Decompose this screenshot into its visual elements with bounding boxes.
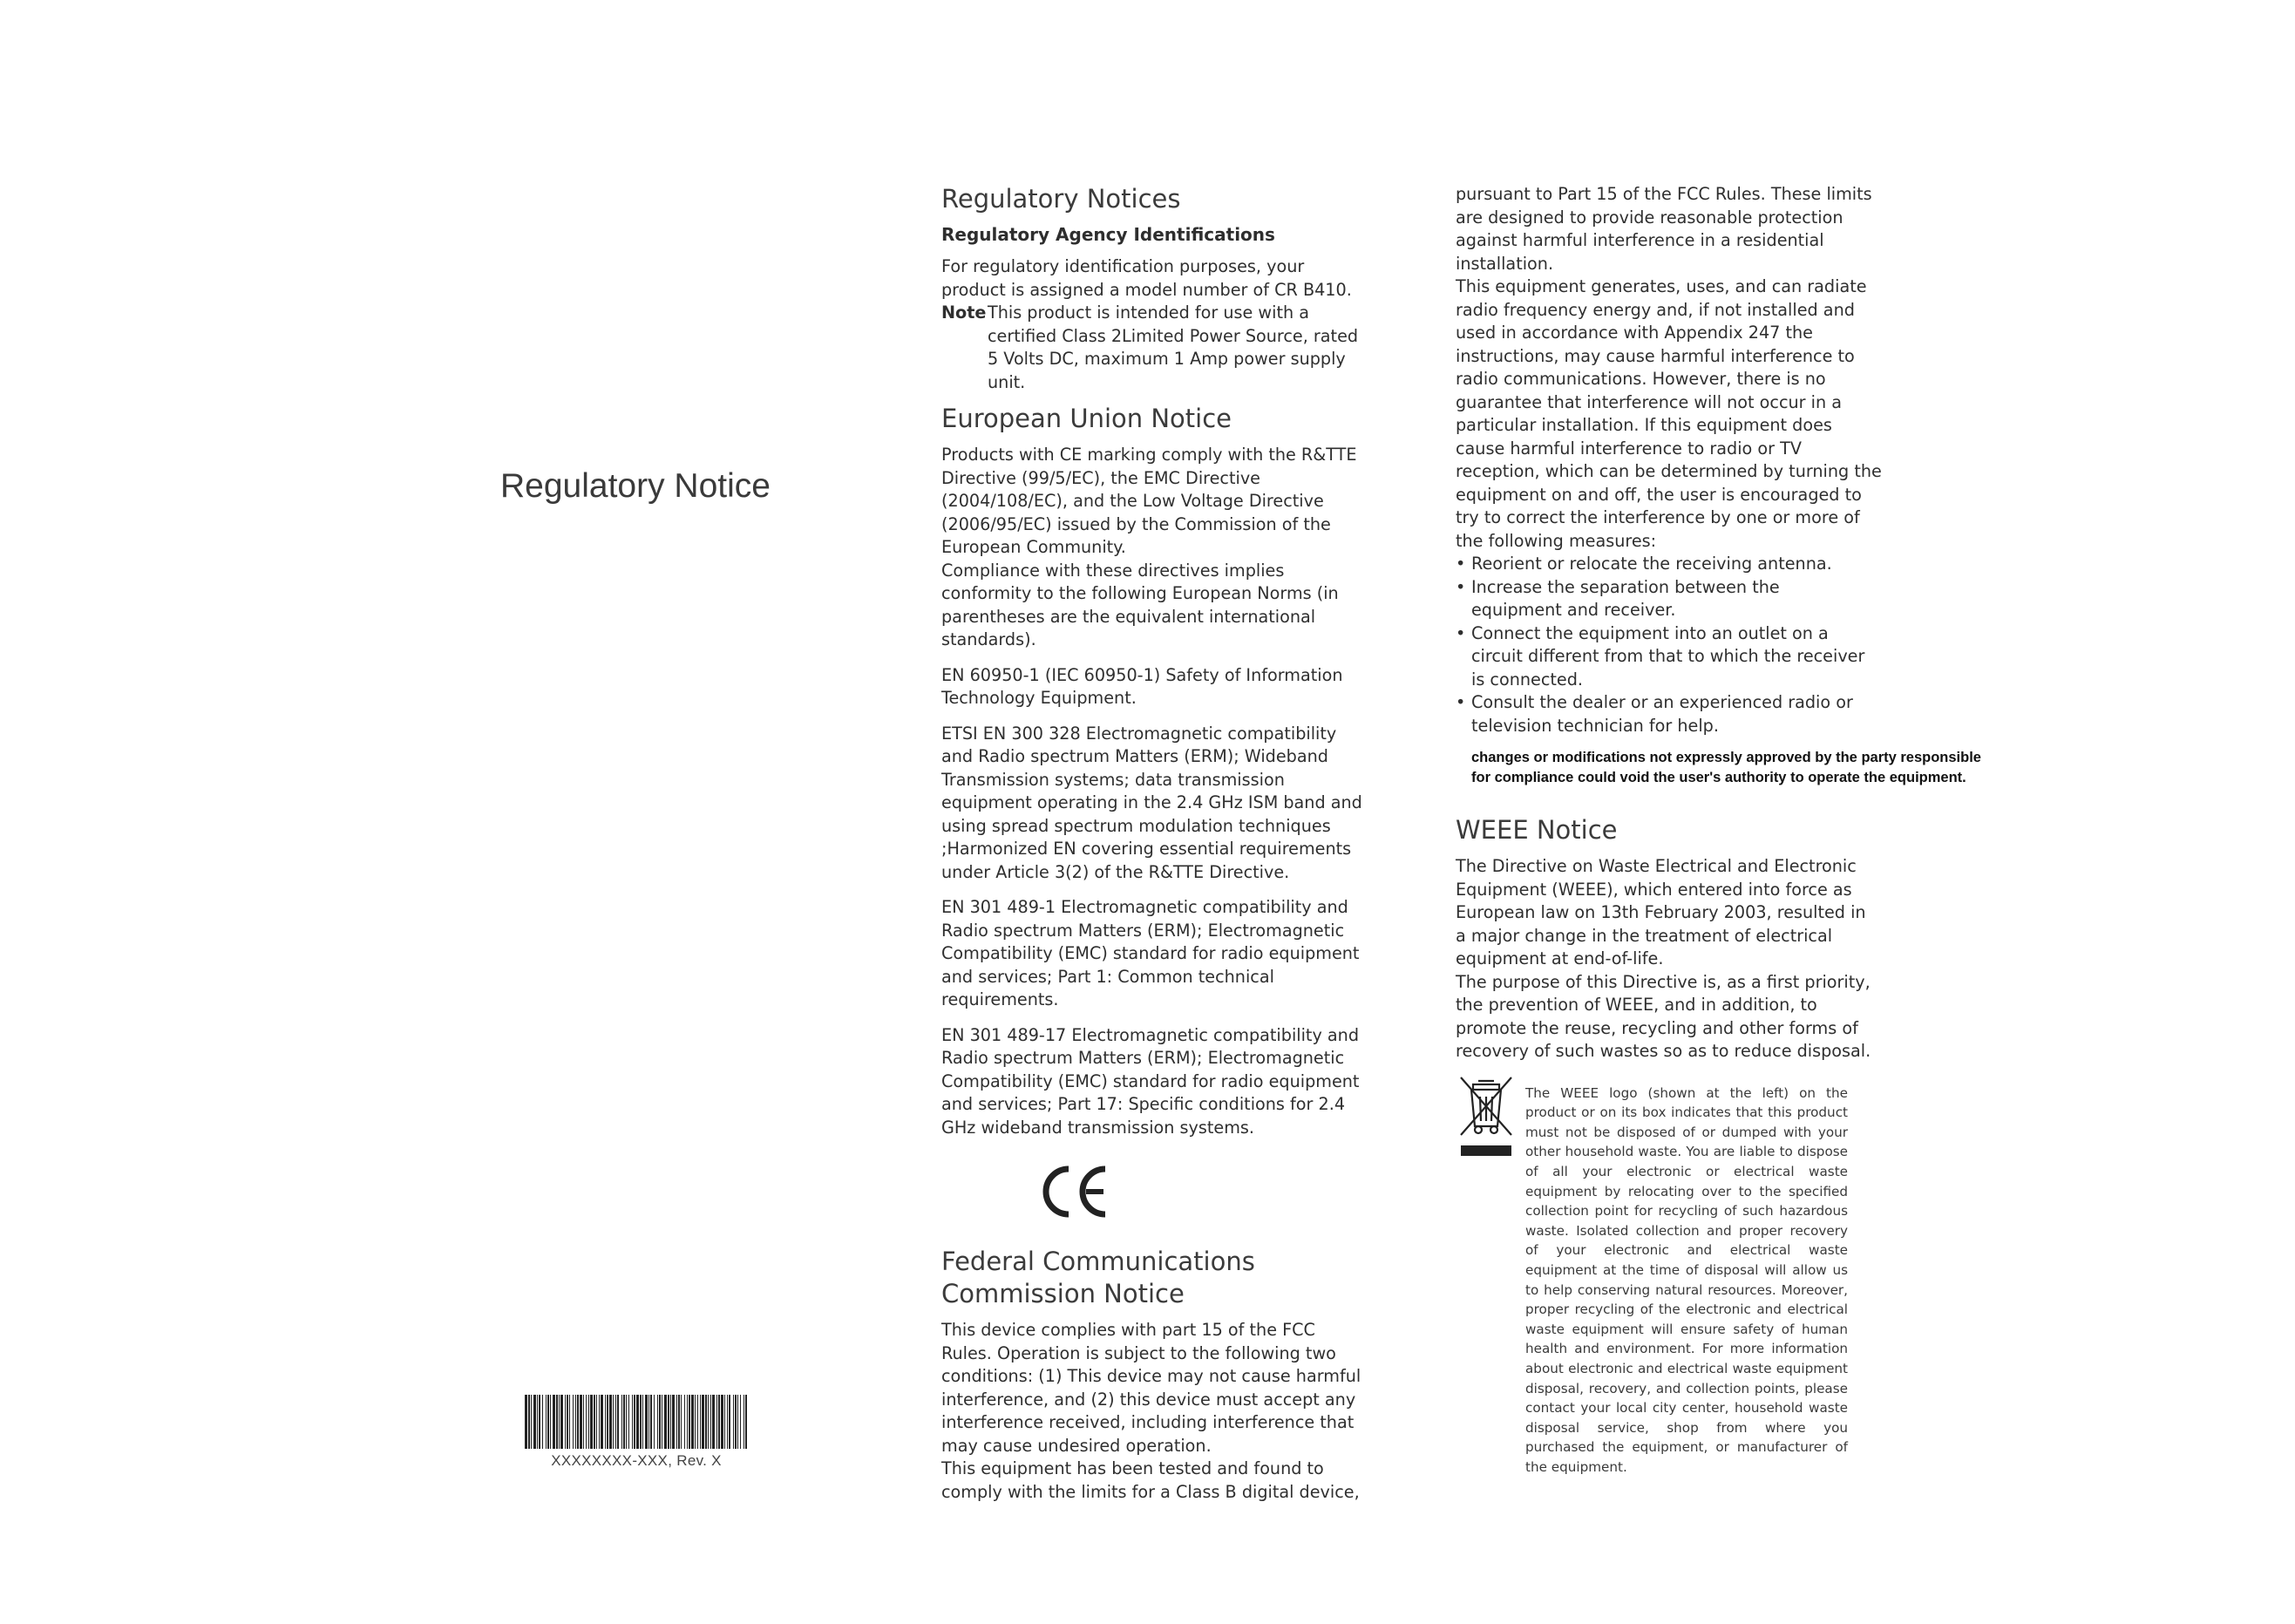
weee-logo-text: The WEEE logo (shown at the left) on the product or on its box indicates that this product must not be disposed of or dumped with your other household waste. You are liable to dispose of all your electronic or electrical waste equipment by relocating over to the specified collection point for recycling of such hazardous waste. Isolated collection and proper recovery of your electronic and electrical waste equipment at the time of disposal will allow us to help conserving natural resources. Moreover, proper recycling of the electronic and electrical waste equipment will ensure safety of human health and environment. For more information about electronic and electrical waste equipment disposal, recovery, and collection points, please contact your local city center, household waste disposal service, shop from where you purchased the equipment, or manufacturer of the equipment. — [1525, 1084, 1848, 1475]
barcode-bar — [687, 1395, 688, 1449]
barcode-bar — [556, 1395, 558, 1449]
barcode-bar — [645, 1395, 648, 1449]
barcode-bar — [697, 1395, 698, 1449]
barcode-bar — [525, 1395, 527, 1449]
barcode-bar — [632, 1395, 633, 1449]
barcode-bar — [569, 1395, 570, 1449]
barcode-bar — [737, 1395, 738, 1449]
list-item: • Reorient or relocate the receiving antenna. — [1456, 553, 1874, 576]
eu-norm-3: EN 301 489-1 Electromagnetic compatibility and Radio spectrum Matters (ERM); Electromagnetic Compatibility (EMC) standard for radio equipment and services; Part 1: Common technical requirements. — [941, 897, 1360, 1009]
barcode-bar — [745, 1395, 747, 1449]
barcode-bar — [712, 1395, 715, 1449]
barcode-bar — [539, 1395, 540, 1449]
barcode-bar — [580, 1395, 582, 1449]
barcode-bar — [533, 1395, 536, 1449]
barcode-bar — [623, 1395, 625, 1449]
barcode-bar — [601, 1395, 603, 1449]
note-label: Note — [941, 302, 987, 323]
agency-id-subheading: Regulatory Agency Identifications — [941, 224, 1275, 245]
eu-paragraph-1: Products with CE marking comply with the R&TTE Directive (99/5/EC), the EMC Directive (2004/108/EC), and the Low Voltage Directive (2006/95/EC) issued by the Commission of the European Community. — [941, 445, 1357, 557]
barcode-bar — [664, 1395, 667, 1449]
barcode-bar — [615, 1395, 616, 1449]
ce-mark-icon — [1037, 1164, 1368, 1223]
eu-norm-1: EN 60950-1 (IEC 60950-1) Safety of Information Technology Equipment. — [941, 664, 1343, 708]
barcode-bar — [676, 1395, 677, 1449]
barcode-bar — [594, 1395, 595, 1449]
barcode-bar — [689, 1395, 690, 1449]
barcode-bar — [681, 1395, 682, 1449]
barcode-bar — [650, 1395, 652, 1449]
barcode-bar — [716, 1395, 717, 1449]
barcode-bar — [668, 1395, 669, 1449]
barcode-bar — [670, 1395, 671, 1449]
barcode-bar — [586, 1395, 587, 1449]
barcode-bar — [575, 1395, 576, 1449]
barcode-bar — [657, 1395, 658, 1449]
barcode-bar — [659, 1395, 661, 1449]
weee-bin-icon — [1456, 1070, 1518, 1491]
barcode-bar — [605, 1395, 606, 1449]
barcode-bar — [684, 1395, 685, 1449]
barcode-bar — [550, 1395, 551, 1449]
barcode-bar — [654, 1395, 655, 1449]
eu-norm-2: ETSI EN 300 328 Electromagnetic compatibility and Radio spectrum Matters (ERM); Wideband Transmission systems; data transmission equipment operating in the 2.4 GHz ISM band and using spread spectrum modulation techniques ;Harmonized EN covering essential requirements under Article 3(2) of the R&TTE Directive. — [941, 723, 1362, 882]
weee-paragraph-1: The Directive on Waste Electrical and Electronic Equipment (WEEE), which entered into force as European law on 13th February 2003, resulted in a major change in the treatment of electrical equipment at end-of-life. — [1456, 856, 1866, 968]
barcode-bar — [567, 1395, 568, 1449]
middle-column — [941, 183, 1368, 1504]
barcode-text: XXXXXXXX-XXX, Rev. X — [551, 1452, 722, 1469]
barcode-bar — [691, 1395, 694, 1449]
barcode-bar — [695, 1395, 696, 1449]
right-column — [1456, 183, 1981, 1491]
weee-logo-block — [1456, 1070, 1909, 1491]
barcode-bar — [626, 1395, 627, 1449]
barcode-bar — [708, 1395, 709, 1449]
barcode-bar — [700, 1395, 701, 1449]
list-item: • Connect the equipment into an outlet on a circuit different from that to which the receiver is connected. — [1456, 622, 1874, 692]
agency-id-intro: For regulatory identification purposes, your product is assigned a model number of CR B410. — [941, 256, 1352, 300]
fcc-paragraph-1: This device complies with part 15 of the FCC Rules. Operation is subject to the following two conditions: (1) This device may not cause harmful interference, and (2) this device must accept any interference received, including interference that may cause undesired operation. — [941, 1320, 1361, 1456]
note-row — [941, 302, 1368, 394]
barcode-bar — [583, 1395, 584, 1449]
barcode-bar — [729, 1395, 730, 1449]
barcode-icon — [523, 1395, 750, 1451]
barcode-block — [523, 1395, 750, 1470]
barcode-bar — [559, 1395, 560, 1449]
eu-norm-4: EN 301 489-17 Electromagnetic compatibility and Radio spectrum Matters (ERM); Electromagnetic Compatibility (EMC) standard for radio equipment and services; Part 17: Specific conditions for 2.4 GHz wideband transmission systems. — [941, 1024, 1360, 1138]
barcode-bar — [642, 1395, 643, 1449]
barcode-bar — [705, 1395, 707, 1449]
fcc-warning — [1471, 748, 2029, 788]
list-item: • Consult the dealer or an experienced radio or television technician for help. — [1456, 691, 1874, 737]
barcode-bar — [718, 1395, 720, 1449]
barcode-bar — [588, 1395, 589, 1449]
barcode-bar — [640, 1395, 642, 1449]
barcode-bar — [636, 1395, 639, 1449]
barcode-bar — [553, 1395, 555, 1449]
regulatory-heading: Regulatory Notices — [941, 184, 1181, 214]
list-item: • Increase the separation between the equipment and receiver. — [1456, 576, 1874, 622]
barcode-bar — [672, 1395, 675, 1449]
barcode-bar — [607, 1395, 608, 1449]
barcode-bar — [560, 1395, 563, 1449]
barcode-bar — [735, 1395, 737, 1449]
barcode-bar — [648, 1395, 649, 1449]
barcode-bar — [577, 1395, 579, 1449]
barcode-bar — [565, 1395, 566, 1449]
fcc-heading: Federal Communications Commission Notice — [941, 1247, 1255, 1308]
barcode-bar — [596, 1395, 597, 1449]
barcode-bar — [740, 1395, 741, 1449]
fcc-paragraph-3: pursuant to Part 15 of the FCC Rules. These limits are designed to provide reasonable protection against harmful interference in a residential installation. — [1456, 184, 1872, 274]
barcode-bar — [537, 1395, 538, 1449]
barcode-bar — [531, 1395, 532, 1449]
barcode-bar — [528, 1395, 530, 1449]
barcode-bar — [678, 1395, 680, 1449]
cover-title: Regulatory Notice — [500, 467, 771, 505]
fcc-warning-line-2: for compliance could void the user's authority to operate the equipment. — [1471, 770, 1966, 785]
note-text: This product is intended for use with a certified Class 2Limited Power Source, rated 5 Volts DC, maximum 1 Amp power supply unit. — [988, 302, 1359, 392]
barcode-bar — [634, 1395, 635, 1449]
barcode-bar — [590, 1395, 593, 1449]
barcode-bar — [743, 1395, 744, 1449]
barcode-bar — [710, 1395, 711, 1449]
barcode-bar — [721, 1395, 723, 1449]
barcode-bar — [599, 1395, 600, 1449]
eu-paragraph-2: Compliance with these directives implies conformity to the following European Norms (in parentheses are the equivalent international standards). — [941, 560, 1339, 649]
weee-heading: WEEE Notice — [1456, 815, 1618, 845]
barcode-bar — [617, 1395, 619, 1449]
barcode-bar — [628, 1395, 629, 1449]
fcc-paragraph-4: This equipment generates, uses, and can radiate radio frequency energy and, if not installed and used in accordance with Appendix 247 the instructions, may cause harmful interference to radio communications. However, there is no guarantee that interference will not occur in a particular installation. If this equipment does cause harmful interference to radio or TV reception, which can be determined by turning the equipment on and off, the user is encouraged to try to correct the interference by one or more of the following measures: — [1456, 276, 1882, 551]
barcode-bar — [727, 1395, 728, 1449]
weee-paragraph-2: The purpose of this Directive is, as a first priority, the prevention of WEEE, and in addition, to promote the reuse, recycling and other forms of recovery of such wastes so as to reduce disposal. — [1456, 971, 1871, 1061]
barcode-bar — [733, 1395, 734, 1449]
barcode-bar — [702, 1395, 704, 1449]
barcode-bar — [621, 1395, 622, 1449]
eu-heading: European Union Notice — [941, 404, 1232, 433]
barcode-bar — [724, 1395, 725, 1449]
barcode-bar — [547, 1395, 549, 1449]
fcc-warning-line-1: changes or modifications not expressly approved by the party responsible — [1471, 750, 1981, 765]
barcode-bar — [609, 1395, 612, 1449]
barcode-bar — [613, 1395, 614, 1449]
barcode-bar — [546, 1395, 547, 1449]
fcc-paragraph-2: This equipment has been tested and found to comply with the limits for a Class B digital device, — [941, 1458, 1360, 1502]
barcode-bar — [573, 1395, 574, 1449]
barcode-bar — [542, 1395, 543, 1449]
fcc-measures-list — [1456, 553, 1874, 737]
